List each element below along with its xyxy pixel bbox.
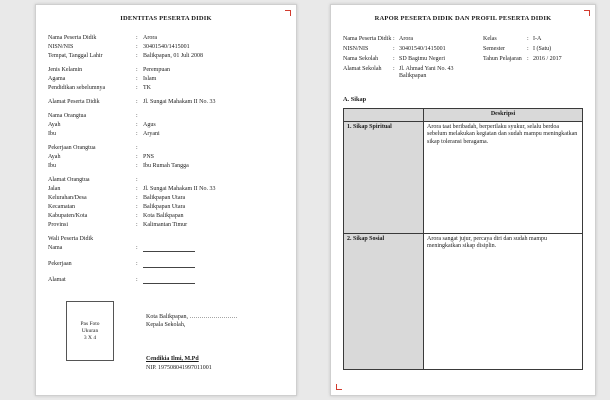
field-row (48, 245, 284, 252)
field-row (48, 113, 284, 120)
info-row (343, 56, 583, 63)
field-value (143, 145, 284, 152)
field-colon: : (136, 204, 138, 210)
signature-name: Cendikia Ilmi, M.Pd (146, 356, 199, 362)
field-value: Balikpapan Utara (143, 195, 186, 201)
field-value: Balikpapan, 01 Juli 2008 (143, 53, 203, 59)
field-colon: : (136, 186, 138, 192)
field-colon: : (527, 46, 529, 52)
field-value: Kota Balikpapan (143, 213, 184, 219)
field-colon: : (136, 261, 138, 267)
field-colon: : (136, 177, 138, 183)
field-label: Nama Orangtua (48, 113, 87, 119)
signature-nip: NIP. 197508041997011001 (146, 365, 212, 371)
sikap-table (343, 108, 583, 370)
crop-mark (285, 10, 291, 16)
sikap-row-description: Arora taat beribadah, berperilaku syukur, selalu berdoa sebelum melakukan kegiatan dan sudah mampu meningkatkan sikap toleransi beragama. (424, 121, 583, 233)
field-colon: : (136, 113, 138, 119)
field-colon: : (527, 56, 529, 62)
photo-box-line: 3 X 4 (83, 334, 97, 341)
field-value: I (Satu) (533, 46, 552, 52)
field-label: Pekerjaan Orangtua (48, 145, 96, 151)
field-colon: : (393, 56, 395, 62)
field-row (48, 222, 284, 229)
info-row (343, 36, 583, 43)
field-colon: : (136, 213, 138, 219)
field-label: Wali Peserta Didik (48, 236, 94, 242)
info-row (343, 66, 583, 80)
field-label: NISN/NIS (48, 44, 74, 50)
field-value: Jl. Sungai Mahakam II No. 33 (143, 99, 216, 105)
field-value: 2016 / 2017 (533, 56, 562, 62)
photo-box-line: Ukuran (81, 327, 99, 334)
field-value: 30401540/1415001 (143, 44, 190, 50)
field-row (48, 236, 284, 243)
field-colon: : (136, 277, 138, 283)
field-colon: : (136, 99, 138, 105)
field-value: Islam (143, 76, 157, 82)
field-value: Ibu Rumah Tangga (143, 163, 189, 169)
photo-placeholder-box (66, 301, 114, 361)
field-colon: : (136, 122, 138, 128)
field-value (143, 113, 284, 120)
field-value: I-A (533, 36, 542, 42)
report-info-fields (343, 36, 583, 80)
field-colon: : (393, 36, 395, 42)
identity-page-title: IDENTITAS PESERTA DIDIK (120, 15, 212, 22)
blank-line (143, 245, 195, 252)
table-row (344, 233, 583, 370)
info-row (343, 46, 583, 53)
field-row (48, 85, 284, 92)
field-label: Semester (483, 46, 505, 52)
signature-role-line: Kepala Sekolah, (146, 322, 186, 328)
field-label: Ibu (48, 163, 56, 169)
field-label: Pekerjaan (48, 261, 72, 267)
field-label: Jalan (48, 186, 61, 192)
field-label: NISN/NIS (343, 46, 369, 52)
field-row (48, 145, 284, 152)
sikap-header-empty-cell (344, 109, 424, 122)
field-row (48, 122, 284, 129)
field-value: Kalimantan Timur (143, 222, 188, 228)
sikap-row-label: 2. Sikap Sosial (344, 233, 424, 370)
field-label: Jenis Kelamin (48, 67, 83, 73)
field-value: Aryani (143, 131, 160, 137)
field-row (48, 53, 284, 60)
field-colon: : (136, 76, 138, 82)
field-colon: : (136, 163, 138, 169)
field-value: PNS (143, 154, 155, 160)
field-colon: : (136, 145, 138, 151)
field-value: Perempuan (143, 67, 170, 73)
field-value: Agus (143, 122, 156, 128)
field-label: Ayah (48, 122, 61, 128)
field-label: Tempat, Tanggal Lahir (48, 53, 103, 59)
field-colon: : (136, 195, 138, 201)
field-label: Kabupaten/Kota (48, 213, 88, 219)
identity-fields (48, 35, 284, 284)
field-label: Ibu (48, 131, 56, 137)
field-label: Alamat Orangtua (48, 177, 90, 183)
field-colon: : (393, 46, 395, 52)
field-label: Agama (48, 76, 66, 82)
blank-line (143, 261, 195, 268)
blank-line (143, 277, 195, 284)
signature-city-line: Kota Balikpapan, …………………… (146, 314, 238, 320)
field-row (48, 35, 284, 42)
sikap-table-header-row (344, 109, 583, 122)
field-colon: : (136, 222, 138, 228)
field-row (48, 99, 284, 106)
field-label: Tahun Pelajaran (483, 56, 522, 62)
field-colon: : (136, 35, 138, 41)
report-page-title: RAPOR PESERTA DIDIK DAN PROFIL PESERTA DIDIK (374, 15, 552, 22)
field-value: TK (143, 85, 151, 91)
field-row (48, 204, 284, 211)
field-label: Pendidikan sebelumnya (48, 85, 106, 91)
field-label: Nama (48, 245, 63, 251)
field-value: Arora (143, 35, 157, 41)
section-a-heading: A. Sikap (343, 96, 367, 103)
field-colon: : (136, 131, 138, 137)
field-label: Alamat Sekolah (343, 66, 382, 72)
field-label: Nama Peserta Didik (343, 36, 392, 42)
field-label: Alamat Peserta Didik (48, 99, 100, 105)
crop-mark (336, 384, 342, 390)
report-page (330, 4, 596, 396)
field-label: Kelas (483, 36, 497, 42)
field-row (48, 261, 284, 268)
field-label: Kelurahan/Desa (48, 195, 87, 201)
field-colon: : (136, 85, 138, 91)
sikap-row-description: Arora sangat jujur, percaya diri dan sudah mampu meningkatkan sikap disiplin. (424, 233, 583, 370)
field-colon: : (136, 44, 138, 50)
field-value: Balikpapan Utara (143, 204, 186, 210)
field-colon: : (136, 154, 138, 160)
field-row (48, 277, 284, 284)
field-colon: : (136, 245, 138, 251)
field-row (48, 131, 284, 138)
field-value: Jl. Sungai Mahakam II No. 33 (143, 186, 216, 192)
field-row (48, 213, 284, 220)
field-row (48, 186, 284, 193)
field-row (48, 195, 284, 202)
field-label: Kecamatan (48, 204, 75, 210)
crop-mark (584, 10, 590, 16)
field-colon: : (527, 36, 529, 42)
identity-page (35, 4, 297, 396)
field-label: Nama Peserta Didik (48, 35, 97, 41)
field-value: Jl. Ahmad Yani No. 43 Balikpapan (399, 66, 454, 79)
field-row (48, 44, 284, 51)
field-row (48, 154, 284, 161)
photo-box-line: Pas Foto (80, 320, 100, 327)
field-colon: : (136, 67, 138, 73)
field-label: Alamat (48, 277, 66, 283)
field-row (48, 76, 284, 83)
field-label: Ayah (48, 154, 61, 160)
field-colon: : (393, 66, 395, 72)
field-value: 30401540/1415001 (399, 46, 446, 52)
field-value (143, 177, 284, 184)
field-value: Arora (399, 36, 413, 42)
signature-block (146, 313, 238, 372)
sikap-row-label: 1. Sikap Spiritual (344, 121, 424, 233)
field-colon: : (136, 53, 138, 59)
field-label: Provinsi (48, 222, 69, 228)
sikap-header-deskripsi: Deskripsi (424, 109, 583, 122)
table-row (344, 121, 583, 233)
field-row (48, 163, 284, 170)
field-label: Nama Sekolah (343, 56, 379, 62)
field-value: SD Bagimu Negeri (399, 56, 445, 62)
field-row (48, 67, 284, 74)
field-row (48, 177, 284, 184)
